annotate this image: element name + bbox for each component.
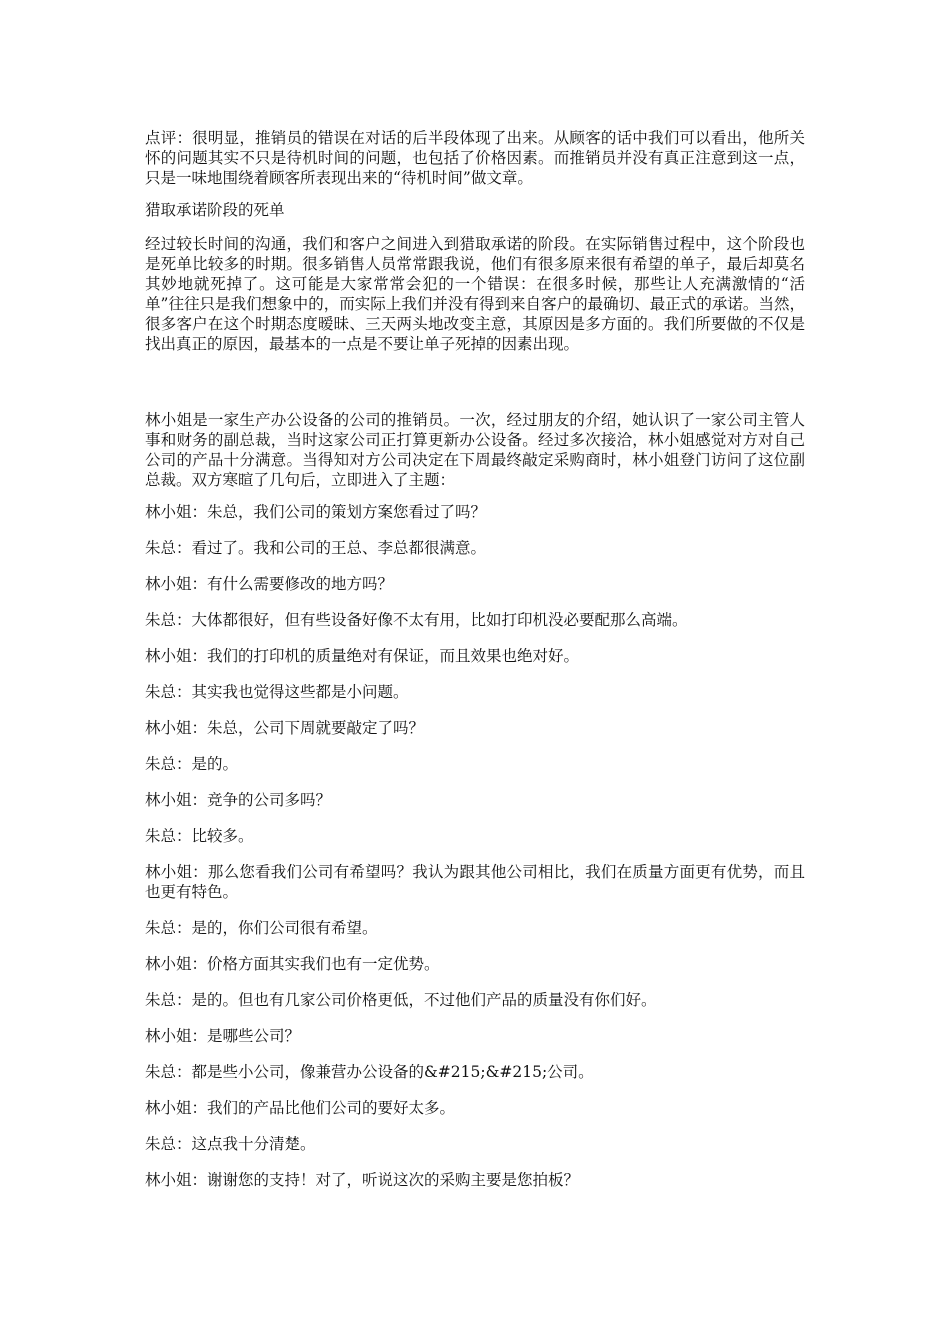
- dialogue-line: 林小姐：是哪些公司？: [145, 1027, 301, 1045]
- dialogue-line: 朱总：是的，你们公司很有希望。: [145, 919, 378, 937]
- dialogue-line: 林小姐：谢谢您的支持！对了，听说这次的采购主要是您拍板？: [145, 1171, 580, 1189]
- dialogue-line: 林小姐：朱总，我们公司的策划方案您看过了吗？: [145, 503, 487, 521]
- dialogue-line: 朱总：都是些小公司，像兼营办公设备的&#215;&#215;公司。: [145, 1063, 594, 1081]
- document-page: [145, 128, 805, 1206]
- dialogue-line: 林小姐：竞争的公司多吗？: [145, 791, 332, 809]
- dialogue-line: 朱总：是的。: [145, 755, 239, 773]
- dialogue-line: 林小姐：我们的打印机的质量绝对有保证，而且效果也绝对好。: [145, 647, 580, 665]
- dialogue-line: 朱总：这点我十分清楚。: [145, 1135, 316, 1153]
- commentary-paragraph: 点评：很明显，推销员的错误在对话的后半段体现了出来。从顾客的话中我们可以看出，他所关怀的问题其实不只是待机时间的问题，也包括了价格因素。而推销员并没有真正注意到这一点，只是一味地围绕着顾客所表现出来的“待机时间”做文章。: [145, 129, 805, 187]
- dialogue-line: 朱总：是的。但也有几家公司价格更低，不过他们产品的质量没有你们好。: [145, 991, 657, 1009]
- dialogue-line: 林小姐：价格方面其实我们也有一定优势。: [145, 955, 440, 973]
- dialogue-line: 林小姐：有什么需要修改的地方吗？: [145, 575, 394, 593]
- section-heading: 猎取承诺阶段的死单: [145, 201, 285, 219]
- section-spacer: [145, 366, 805, 410]
- dialogue-line: 朱总：其实我也觉得这些都是小问题。: [145, 683, 409, 701]
- dialogue-line: 林小姐：朱总，公司下周就要敲定了吗？: [145, 719, 425, 737]
- case-intro-paragraph: 林小姐是一家生产办公设备的公司的推销员。一次，经过朋友的介绍，她认识了一家公司主管人事和财务的副总裁，当时这家公司正打算更新办公设备。经过多次接洽，林小姐感觉对方对自己公司的产品十分满意。当得知对方公司决定在下周最终敲定采购商时，林小姐登门访问了这位副总裁。双方寒暄了几句后，立即进入了主题：: [145, 411, 805, 489]
- dialogue-line: 朱总：大体都很好，但有些设备好像不太有用，比如打印机没必要配那么高端。: [145, 611, 688, 629]
- dialogue-line: 朱总：看过了。我和公司的王总、李总都很满意。: [145, 539, 487, 557]
- dialogue-line: 林小姐：那么您看我们公司有希望吗？我认为跟其他公司相比，我们在质量方面更有优势，而且也更有特色。: [145, 863, 805, 901]
- dialogue-line: 林小姐：我们的产品比他们公司的要好太多。: [145, 1099, 456, 1117]
- dialogue-line: 朱总：比较多。: [145, 827, 254, 845]
- section-body-paragraph: 经过较长时间的沟通，我们和客户之间进入到猎取承诺的阶段。在实际销售过程中，这个阶段也是死单比较多的时期。很多销售人员常常跟我说，他们有很多原来很有希望的单子，最后却莫名其妙地就死掉了。这可能是大家常常会犯的一个错误：在很多时候，那些让人充满激情的“活单”往往只是我们想象中的，而实际上我们并没有得到来自客户的最确切、最正式的承诺。当然，很多客户在这个时期态度暧昧、三天两头地改变主意，其原因是多方面的。我们所要做的不仅是找出真正的原因，最基本的一点是不要让单子死掉的因素出现。: [145, 235, 805, 353]
